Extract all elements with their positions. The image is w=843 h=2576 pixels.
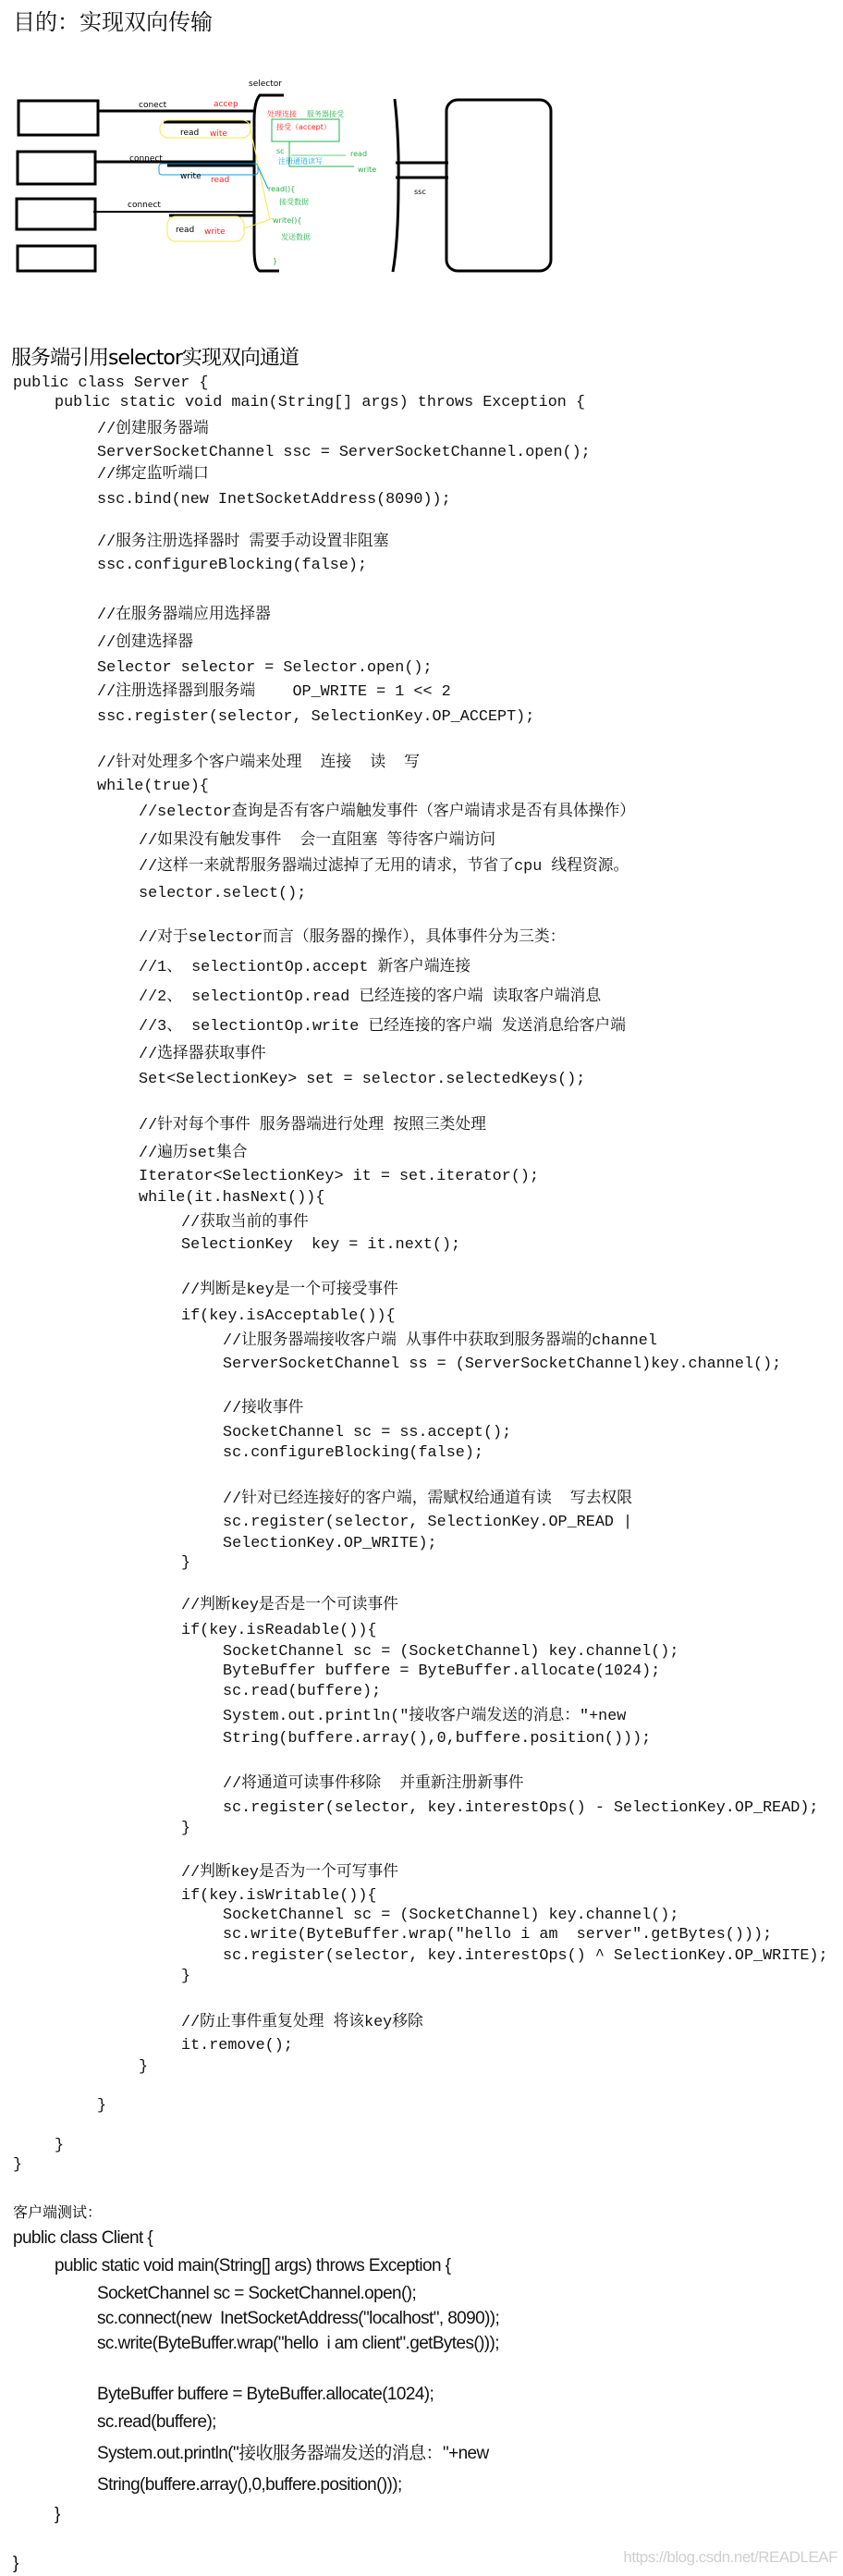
code-line: } xyxy=(181,1554,191,1572)
code-line: sc.configureBlocking(false); xyxy=(223,1444,483,1462)
code-line: //判断是key是一个可接受事件 xyxy=(181,1282,398,1299)
code-line: System.out.println("接收客户端发送的消息："+new xyxy=(223,1708,627,1725)
code-line: while(it.hasNext()){ xyxy=(139,1189,325,1207)
client-box-2 xyxy=(18,152,95,184)
page-title: 目的：实现双向传输 xyxy=(13,9,213,35)
wite-label: wite xyxy=(210,129,227,139)
code-line: //3、 selectiontOp.write 已经连接的客户端 发送消息给客户端 xyxy=(139,1018,626,1036)
code-line: } xyxy=(55,2505,60,2524)
ssc-label: ssc xyxy=(414,188,426,196)
code-line: if(key.isReadable()){ xyxy=(181,1622,377,1639)
read-fn-label: read(){ xyxy=(268,185,296,193)
code-line: sc.register(selector, SelectionKey.OP_READ | xyxy=(223,1514,633,1531)
code-line: //针对已经连接好的客户端，需赋权给通道有读 写去权限 xyxy=(223,1490,633,1508)
code-line: public class Client { xyxy=(13,2228,153,2248)
code-line: SelectionKey.OP_WRITE); xyxy=(223,1535,437,1552)
code-line: sc.register(selector, key.interestOps() ^ SelectionKey.OP_WRITE); xyxy=(223,1947,828,1965)
connect-label-3: connect xyxy=(128,201,161,210)
code-line: } xyxy=(55,2137,65,2154)
code-line: Selector selector = Selector.open(); xyxy=(97,659,433,677)
code-line: //获取当前的事件 xyxy=(181,1214,309,1232)
code-line: String(buffere.array(),0,buffere.position())); xyxy=(223,1730,652,1748)
accept-box-label: 接受（accept） xyxy=(276,123,331,131)
code-line: //注册选择器到服务端 OP_WRITE = 1 << 2 xyxy=(97,683,451,701)
write-label-2: write xyxy=(180,172,202,181)
code-line: sc.write(ByteBuffer.wrap("hello i am server".getBytes())); xyxy=(223,1926,773,1944)
code-line: ssc.register(selector, SelectionKey.OP_ACCEPT); xyxy=(97,708,535,726)
code-line: //创建选择器 xyxy=(97,634,194,652)
code-line: if(key.isWritable()){ xyxy=(181,1887,377,1905)
code-line: //遍历set集合 xyxy=(139,1145,248,1162)
code-line: if(key.isAcceptable()){ xyxy=(181,1307,396,1325)
accep-label: accep xyxy=(214,100,238,109)
code-line: sc.write(ByteBuffer.wrap("hello i am client".getBytes())); xyxy=(97,2334,499,2353)
selector-diagram xyxy=(0,0,573,277)
code-line: public static void main(String[] args) throws Exception { xyxy=(55,394,586,411)
blue-arrow xyxy=(258,166,268,189)
code-line: selector.select(); xyxy=(139,885,307,902)
selector-label: selector xyxy=(249,80,282,89)
connect-label-2: connect xyxy=(129,154,163,164)
code-line: SocketChannel sc = (SocketChannel) key.channel(); xyxy=(223,1907,679,1924)
code-line: sc.register(selector, key.interestOps() - SelectionKey.OP_READ); xyxy=(223,1799,819,1817)
code-line: sc.read(buffere); xyxy=(97,2412,216,2432)
sc-read-label: read xyxy=(350,150,368,158)
watermark: https://blog.csdn.net/READLEAF xyxy=(623,2548,837,2566)
server-heading: 服务端引用selector实现双向通道 xyxy=(11,347,299,370)
selector-bracket-right xyxy=(393,99,398,272)
read-label-2: read xyxy=(211,176,230,185)
code-line: //让服务器端接收客户端 从事件中获取到服务器端的channel xyxy=(223,1332,657,1350)
code-line: sc.read(buffere); xyxy=(223,1683,382,1700)
register-rw-label: 注册通道读写 xyxy=(278,157,323,166)
code-line: SocketChannel sc = SocketChannel.open(); xyxy=(97,2284,417,2303)
code-line: Iterator<SelectionKey> it = set.iterator(); xyxy=(139,1168,540,1185)
conect-label: conect xyxy=(139,101,167,110)
code-line: //服务注册选择器时 需要手动设置非阻塞 xyxy=(97,534,389,551)
code-line: //在服务器端应用选择器 xyxy=(97,607,271,624)
code-line: ServerSocketChannel ssc = ServerSocketChannel.open(); xyxy=(97,444,591,461)
code-line: it.remove(); xyxy=(181,2037,293,2055)
close-brace-label: } xyxy=(273,257,278,265)
code-line: } xyxy=(13,2554,18,2573)
code-line: //2、 selectiontOp.read 已经连接的客户端 读取客户端消息 xyxy=(139,988,602,1006)
code-line: String(buffere.array(),0,buffere.position())); xyxy=(97,2475,402,2495)
code-line: } xyxy=(181,1820,191,1837)
code-line: System.out.println("接收服务器端发送的消息："+new xyxy=(97,2444,489,2463)
server-box xyxy=(446,100,551,271)
sc-label: sc xyxy=(276,147,285,155)
code-line: ServerSocketChannel ss = (ServerSocketChannel)key.channel(); xyxy=(223,1355,782,1373)
code-line: SocketChannel sc = ss.accept(); xyxy=(223,1424,512,1441)
code-line: } xyxy=(181,1968,191,1985)
code-line: //如果没有触发事件 会一直阻塞 等待客户端访问 xyxy=(139,832,495,850)
write-fn-label: write(){ xyxy=(273,216,302,225)
read-label-1: read xyxy=(180,129,200,138)
code-line: //将通道可读事件移除 并重新注册新事件 xyxy=(223,1775,524,1793)
handle-connect-label: 处理连接 xyxy=(267,110,297,118)
code-line: //对于selector而言（服务器的操作），具体事件分为三类： xyxy=(139,929,566,947)
code-line: SocketChannel sc = (SocketChannel) key.channel(); xyxy=(223,1643,679,1661)
code-line: //接收事件 xyxy=(223,1400,304,1417)
recv-data-label: 接受数据 xyxy=(279,198,309,206)
code-line: //针对每个事件 服务器端进行处理 按照三类处理 xyxy=(139,1117,486,1135)
code-line: //针对处理多个客户端来处理 连接 读 写 xyxy=(97,754,421,772)
code-line: //绑定监听端口 xyxy=(97,466,209,484)
send-data-label: 发送数据 xyxy=(281,233,311,241)
client-box-4 xyxy=(18,246,95,271)
code-line: //判断key是否是一个可读事件 xyxy=(181,1597,398,1614)
code-line: } xyxy=(139,2058,149,2076)
code-line: //判断key是否为一个可写事件 xyxy=(181,1864,398,1882)
client-label: 客户端测试： xyxy=(13,2203,103,2221)
write-label-3: write xyxy=(204,227,226,237)
code-line: Set<SelectionKey> set = selector.selectedKeys(); xyxy=(139,1071,586,1088)
code-line: //防止事件重复处理 将该key移除 xyxy=(181,2014,423,2031)
code-line: sc.connect(new InetSocketAddress("localhost", 8090)); xyxy=(97,2309,500,2328)
selector-bracket xyxy=(254,95,284,271)
code-line: //创建服务器端 xyxy=(97,421,209,438)
code-line: SelectionKey key = it.next(); xyxy=(181,1236,461,1254)
client-box-3 xyxy=(17,199,95,229)
code-line: } xyxy=(97,2097,107,2115)
code-line: public static void main(String[] args) throws Exception { xyxy=(55,2256,451,2275)
code-line: ByteBuffer buffere = ByteBuffer.allocate(1024); xyxy=(223,1662,661,1680)
client-box-1 xyxy=(18,101,98,135)
read-label-3: read xyxy=(176,226,195,235)
code-line: ssc.bind(new InetSocketAddress(8090)); xyxy=(97,491,451,509)
code-line: ByteBuffer buffere = ByteBuffer.allocate(1024); xyxy=(97,2385,434,2404)
code-line: //选择器获取事件 xyxy=(139,1046,266,1063)
sc-write-label: write xyxy=(358,166,377,174)
code-line: //selector查询是否有客户端触发事件（客户端请求是否有具体操作） xyxy=(139,803,636,821)
code-line: while(true){ xyxy=(97,778,209,795)
code-line: //这样一来就帮服务器端过滤掉了无用的请求，节省了cpu 线程资源。 xyxy=(139,858,629,876)
yellow-arrow-3 xyxy=(244,218,274,228)
code-line: } xyxy=(13,2156,23,2174)
code-line: public class Server { xyxy=(13,374,209,392)
code-line: //1、 selectiontOp.accept 新客户端连接 xyxy=(139,959,471,976)
server-accept-label: 服务器接受 xyxy=(307,110,344,118)
code-line: ssc.configureBlocking(false); xyxy=(97,557,368,574)
